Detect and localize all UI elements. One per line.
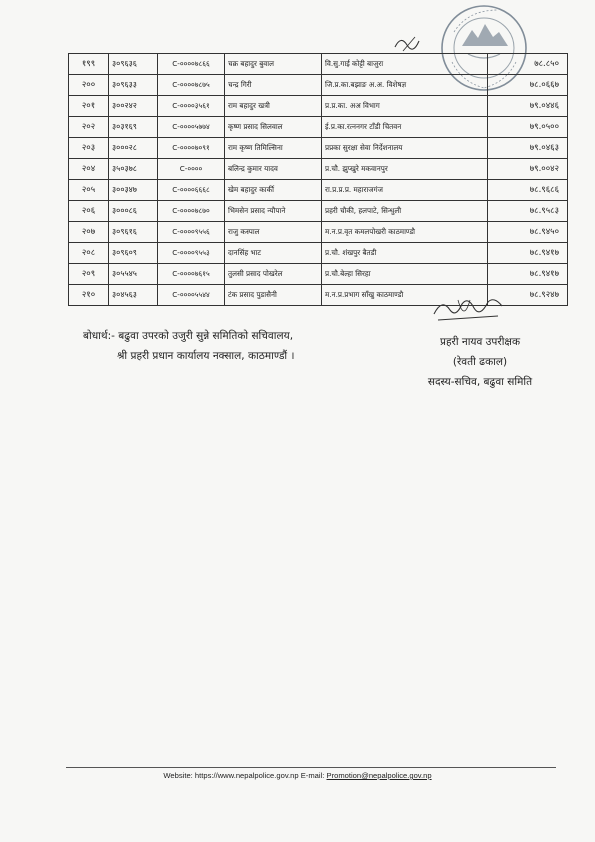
code-cell: C-००००९५५६ bbox=[158, 222, 225, 243]
office-cell: प्र.प्र.का. अअ विभाग bbox=[322, 96, 488, 117]
code-cell: C-००००७०९१ bbox=[158, 138, 225, 159]
code-cell: C-००००९५५३ bbox=[158, 243, 225, 264]
office-cell: प्रहरी चौकी, हलपाटे, सिन्धुली bbox=[322, 201, 488, 222]
roll-number-cell: ३०९६३६ bbox=[109, 54, 158, 75]
office-cell: म.न.प्र.प्रभाग साँखु काठमाण्डौ bbox=[322, 285, 488, 306]
score-cell: ७८.९४५० bbox=[488, 222, 568, 243]
signatory-title: प्रहरी नायव उपरीक्षक bbox=[439, 336, 521, 348]
table-row bbox=[69, 138, 568, 159]
score-cell: ७८.९२४७ bbox=[488, 285, 568, 306]
code-cell: C-००००७८७५ bbox=[158, 75, 225, 96]
score-cell: ७९.०५०० bbox=[488, 117, 568, 138]
score-cell: ७९.०४६३ bbox=[488, 138, 568, 159]
name-cell: भिमसेन प्रसाद न्यौपाने bbox=[225, 201, 322, 222]
office-cell: वि.सु.गाई कोट्टी बाजुरा bbox=[322, 54, 488, 75]
name-cell: तुलसी प्रसाद पोखरेल bbox=[225, 264, 322, 285]
table-row bbox=[69, 54, 568, 75]
roll-number-cell: ३०९६३३ bbox=[109, 75, 158, 96]
name-cell: खेम बहादुर कार्की bbox=[225, 180, 322, 201]
office-cell: प्र.चौ. शंखपुर बैतडी bbox=[322, 243, 488, 264]
serial-cell: २०५ bbox=[69, 180, 109, 201]
office-cell: प्रप्रका सुरक्षा सेवा निर्देशनालय bbox=[322, 138, 488, 159]
roll-number-cell: ३०९६१६ bbox=[109, 222, 158, 243]
table-row bbox=[69, 264, 568, 285]
table-row bbox=[69, 201, 568, 222]
name-cell: चक्र बहादुर बुवाल bbox=[225, 54, 322, 75]
code-cell: C-००००७६१५ bbox=[158, 264, 225, 285]
roll-number-cell: ३०९६०९ bbox=[109, 243, 158, 264]
serial-cell: २०३ bbox=[69, 138, 109, 159]
results-table-body bbox=[69, 54, 568, 306]
name-cell: दानसिंह भाट bbox=[225, 243, 322, 264]
code-cell: C-०००० bbox=[158, 159, 225, 180]
code-cell: C-००००३५६१ bbox=[158, 96, 225, 117]
serial-cell: २०० bbox=[69, 75, 109, 96]
footer-email-label: E-mail: bbox=[300, 771, 325, 780]
name-cell: टंक प्रसाद पुडासैनी bbox=[225, 285, 322, 306]
serial-cell: २१० bbox=[69, 285, 109, 306]
office-cell: म.न.प्र.वृत कमलपोखरी काठमाण्डौ bbox=[322, 222, 488, 243]
score-cell: ७८.९४१७ bbox=[488, 243, 568, 264]
footer-divider bbox=[66, 767, 556, 768]
cc-note-line2: श्री प्रहरी प्रधान कार्यालय नक्साल, काठमाण्डौं । bbox=[117, 350, 295, 362]
name-cell: राजु कस्पाल bbox=[225, 222, 322, 243]
initial-mark bbox=[393, 33, 423, 55]
serial-cell: २०७ bbox=[69, 222, 109, 243]
signatory-block bbox=[395, 332, 565, 392]
results-table bbox=[68, 53, 568, 306]
footer-email-link[interactable]: Promotion@nepalpolice.gov.np bbox=[326, 771, 432, 780]
signatory-name: (रेवती ढकाल) bbox=[452, 356, 508, 368]
code-cell: C-००००५७७४ bbox=[158, 117, 225, 138]
serial-cell: २०६ bbox=[69, 201, 109, 222]
name-cell: बलिन्द्र कुमार यादव bbox=[225, 159, 322, 180]
table-row bbox=[69, 159, 568, 180]
table-row bbox=[69, 96, 568, 117]
roll-number-cell: ३०००२८ bbox=[109, 138, 158, 159]
table-row bbox=[69, 243, 568, 264]
serial-cell: २०४ bbox=[69, 159, 109, 180]
name-cell: राम बहादुर खत्री bbox=[225, 96, 322, 117]
cc-note bbox=[83, 326, 294, 366]
score-cell: ७८.०६६७ bbox=[488, 75, 568, 96]
score-cell: ७८.८५० bbox=[488, 54, 568, 75]
score-cell: ७९.००४२ bbox=[488, 159, 568, 180]
score-cell: ७८.९६८६ bbox=[488, 180, 568, 201]
signature bbox=[428, 292, 508, 328]
footer-contact bbox=[0, 771, 595, 780]
roll-number-cell: ३०००८६ bbox=[109, 201, 158, 222]
office-cell: रा.प्र.प्र.प्र. महाराजगंज bbox=[322, 180, 488, 201]
serial-cell: २०९ bbox=[69, 264, 109, 285]
table-row bbox=[69, 75, 568, 96]
serial-cell: १९९ bbox=[69, 54, 109, 75]
code-cell: C-००००७८७० bbox=[158, 201, 225, 222]
name-cell: चन्द्र गिरी bbox=[225, 75, 322, 96]
office-cell: जि.प्र.का.बझाङ अ.अ. विशेषज्ञ bbox=[322, 75, 488, 96]
cc-note-line1: बोधार्थ:- बढुवा उपरको उजुरी सुन्ने समितिको सचिवालय, bbox=[83, 330, 294, 342]
code-cell: C-००००७८६६ bbox=[158, 54, 225, 75]
office-cell: प्र.चौ. झुप्खुरे मकवानपुर bbox=[322, 159, 488, 180]
roll-number-cell: ३००२४२ bbox=[109, 96, 158, 117]
code-cell: C-००००६६६८ bbox=[158, 180, 225, 201]
serial-cell: २०२ bbox=[69, 117, 109, 138]
score-cell: ७९.०४४६ bbox=[488, 96, 568, 117]
code-cell: C-००००५५४४ bbox=[158, 285, 225, 306]
roll-number-cell: ३५०३७८ bbox=[109, 159, 158, 180]
signatory-role: सदस्य-सचिव, बढुवा समिति bbox=[427, 376, 533, 388]
serial-cell: २०१ bbox=[69, 96, 109, 117]
name-cell: राम कृष्ण तिमिल्सिना bbox=[225, 138, 322, 159]
footer-website[interactable]: Website: https://www.nepalpolice.gov.np bbox=[163, 771, 299, 780]
roll-number-cell: ३०४५६३ bbox=[109, 285, 158, 306]
score-cell: ७८.९४१७ bbox=[488, 264, 568, 285]
roll-number-cell: ३०३१६९ bbox=[109, 117, 158, 138]
roll-number-cell: ३०५५४५ bbox=[109, 264, 158, 285]
office-cell: प्र.चौ.बेल्हा सिरहा bbox=[322, 264, 488, 285]
serial-cell: २०८ bbox=[69, 243, 109, 264]
office-cell: ई.प्र.का.रत्ननगर टाँडी चितवन bbox=[322, 117, 488, 138]
score-cell: ७८.९५८३ bbox=[488, 201, 568, 222]
table-row bbox=[69, 222, 568, 243]
table-row bbox=[69, 117, 568, 138]
table-row bbox=[69, 180, 568, 201]
name-cell: कृष्ण प्रसाद सिलवाल bbox=[225, 117, 322, 138]
roll-number-cell: ३००३४७ bbox=[109, 180, 158, 201]
